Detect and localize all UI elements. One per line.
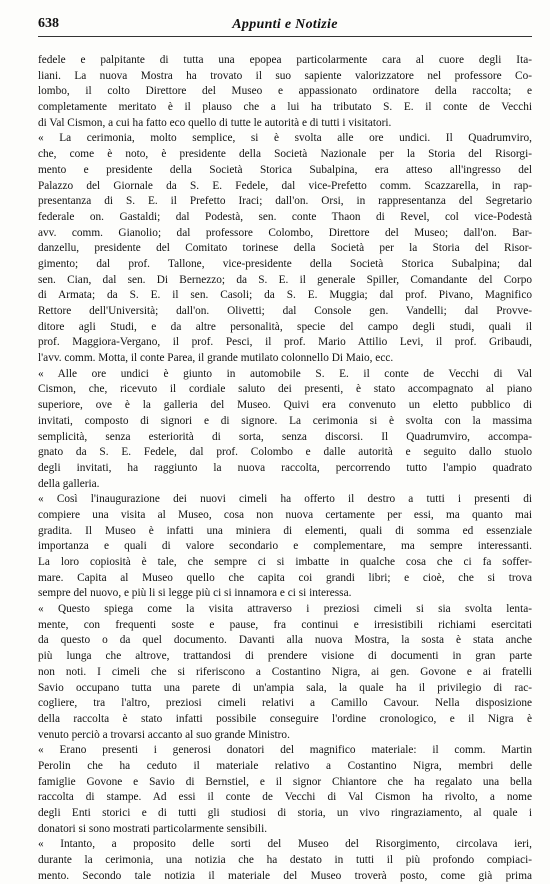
text-line: degli Enti storici e di tutti gli studiosi di storia, un vivo ringraziamento, al quale i bbox=[38, 807, 532, 819]
text-line: donatori si sono mostrati particolarmente sensibili. bbox=[38, 822, 268, 835]
text-line: liani. La nuova Mostra ha trovato il suo sapiente valorizzatore nel professore Co- bbox=[38, 69, 532, 82]
text-line: compiere una visita al Museo, cosa non nuova certamente per essi, ma quanto mai bbox=[38, 508, 532, 521]
text-line: « Questo spiega come la visita attraverso i preziosi cimeli si sia svolta lenta- bbox=[38, 603, 532, 616]
text-line: Perolin che ha ceduto il materiale relativo a Costantino Nigra, membri delle bbox=[38, 759, 532, 772]
text-line: semplicità, senza esteriorità di sorta, senza discorsi. Il Quadrumviro, accompa- bbox=[38, 430, 532, 443]
text-line: cogliere, tra l'altro, preziosi cimeli relativi a Camillo Cavour. Nella disposizione bbox=[38, 697, 532, 710]
text-line: di Armata; da S. E. il sen. Casoli; da S. E. Muggia; dal prof. Pivano, Magnifico bbox=[38, 289, 532, 302]
text-line: avv. comm. Gianolio; dal professore Colombo, Direttore del Museo; dall'on. Bar- bbox=[38, 226, 532, 239]
article-body bbox=[38, 53, 532, 884]
text-line: Palazzo del Giornale da S. E. Fedele, dal vice-Prefetto comm. Scazzarella, in rap- bbox=[38, 179, 532, 192]
text-line: Savio occupano tutta una parete di un'ampia sala, la quale ha il privilegio di rac- bbox=[38, 681, 532, 694]
text-line: mare. Capita al Museo quello che capita coi grandi libri; e cioè, che si trova bbox=[38, 571, 532, 584]
text-line: durante la cerimonia, una notizia che ha destato in tutti il più profondo compiaci- bbox=[38, 854, 532, 867]
text-line: importanza e quali di valore secondario e complementare, ma sempre interessanti. bbox=[38, 540, 532, 553]
text-line: « Intanto, a proposito delle sorti del Museo del Risorgimento, circolava ieri, bbox=[38, 838, 532, 851]
text-line: mento e presidente della Società Storica Subalpina, era atteso all'ingresso del bbox=[38, 163, 532, 176]
text-line: danzellu, presidente del Comitato torinese della Società per la Storia del Risor- bbox=[38, 242, 532, 255]
text-line: della raccolta è stato infatti possibile conseguire l'ordine cronologico, e il Nigra è bbox=[38, 712, 532, 725]
page-number: 638 bbox=[38, 16, 59, 31]
text-line: l'avv. comm. Motta, il conte Parea, il grande mutilato colonnello Di Maio, ecc. bbox=[38, 352, 394, 365]
text-line: sen. Cian, dal sen. Di Bernezzo; da S. E. il generale Spiller, Comandante del Corpo bbox=[38, 273, 532, 286]
text-line: che, come è noto, è presidente della Società Nazionale per la Storia del Risorgi- bbox=[38, 148, 532, 161]
text-line: La loro copiosità è tale, che sempre ci si imbatte in qualche cosa che ci fa soffer- bbox=[38, 556, 532, 568]
text-line: di Val Cismon, a cui ha fatto eco quello di tutte le autorità e di tutti i visitatori. bbox=[38, 116, 392, 129]
page-header bbox=[38, 14, 532, 37]
text-line: non noti. I cimeli che si riferiscono a Costantino Nigra, ai gen. Govone e ai fratelli bbox=[38, 665, 532, 678]
text-line: « La cerimonia, molto semplice, si è svolta alle ore undici. Il Quadrumviro, bbox=[38, 132, 532, 145]
text-line: sempre del nuovo, e più li si legge più ci si innamora e ci si interessa. bbox=[38, 587, 352, 600]
text-line: mente, con frequenti soste e pause, fra continui e irresistibili richiami esercitati bbox=[38, 618, 532, 631]
text-line: mento. Secondo tale notizia il materiale del Museo troverà posto, come già prima bbox=[38, 869, 532, 882]
text-line: gimento; dal prof. Tallone, vice-presidente della Società Storica Subalpina; dal bbox=[38, 257, 532, 270]
text-line: della galleria. bbox=[38, 477, 100, 490]
text-line: « Erano presenti i generosi donatori del magnifico materiale: il comm. Martin bbox=[38, 744, 532, 757]
text-line: ditore agli Studi, e da altre personalità, specie del campo degli studi, quali il bbox=[38, 320, 532, 333]
text-line: gnato da S. E. Fedele, dal prof. Colombo e dalle autorità e seguito dallo stuolo bbox=[38, 446, 532, 459]
text-line: fedele e palpitante di tutta una epopea particolarmente cara al cuore degli Ita- bbox=[38, 54, 532, 66]
text-line: superiore, ove è la galleria del Museo. Quivi era convenuto un eletto pubblico di bbox=[38, 399, 532, 412]
text-line: completamente meritato è il plauso che a lui ha tributato S. E. il conte de Vecchi bbox=[38, 101, 532, 114]
text-line: da questo o da quel documento. Davanti alla nuova Mostra, la sosta è stata anche bbox=[38, 634, 532, 647]
text-line: prof. Maggiora-Vergano, il prof. Pesci, il prof. Mario Attilio Levi, il prof. Gribaudi, bbox=[38, 336, 532, 349]
text-line: invitati, composto di signori e di signore. La cerimonia si è svolta con la massima bbox=[38, 414, 532, 427]
text-line: famiglie Govone e Savio di Bernstiel, e il signor Chiantore che ha regalato una bella bbox=[38, 775, 532, 788]
text-line: venuto perciò a trovarsi accanto al suo grande Ministro. bbox=[38, 728, 290, 741]
text-line: Cismon, che, ricevuto il cordiale saluto dei presenti, è stato accompagnato al piano bbox=[38, 383, 532, 396]
text-line: presentanza di S. E. il Prefetto Iraci; dall'on. Orsi, in rappresentanza del Segretario bbox=[38, 195, 532, 208]
running-head: Appunti e Notizie bbox=[232, 17, 338, 32]
text-line: federale on. Gastaldi; dal Podestà, sen. conte Thaon di Revel, col vice-Podestà bbox=[38, 210, 532, 223]
text-line: lombo, il colto Direttore del Museo e appassionato ordinatore della raccolta; e bbox=[38, 85, 532, 98]
text-line: « Alle ore undici è giunto in automobile S. E. il conte de Vecchi di Val bbox=[38, 367, 532, 380]
text-line: raccolta di stampe. Ad essi il conte de Vecchi di Val Cismon ha rivolto, a nome bbox=[38, 791, 532, 804]
text-line: gradita. Il Museo è infatti una miniera di elementi, quali di somma ed essenziale bbox=[38, 524, 532, 537]
text-line: Rettore dell'Università; dall'on. Olivetti; dal Console gen. Vandelli; dal Provve- bbox=[38, 305, 532, 317]
text-line: più lunga che altrove, trattandosi di prendere visione di documenti in gran parte bbox=[38, 650, 532, 663]
text-line: degli invitati, ha raggiunto la nuova raccolta, percorrendo tutto l'ampio quadrato bbox=[38, 461, 532, 474]
text-line: « Così l'inaugurazione dei nuovi cimeli ha offerto il destro a tutti i presenti di bbox=[38, 493, 532, 506]
